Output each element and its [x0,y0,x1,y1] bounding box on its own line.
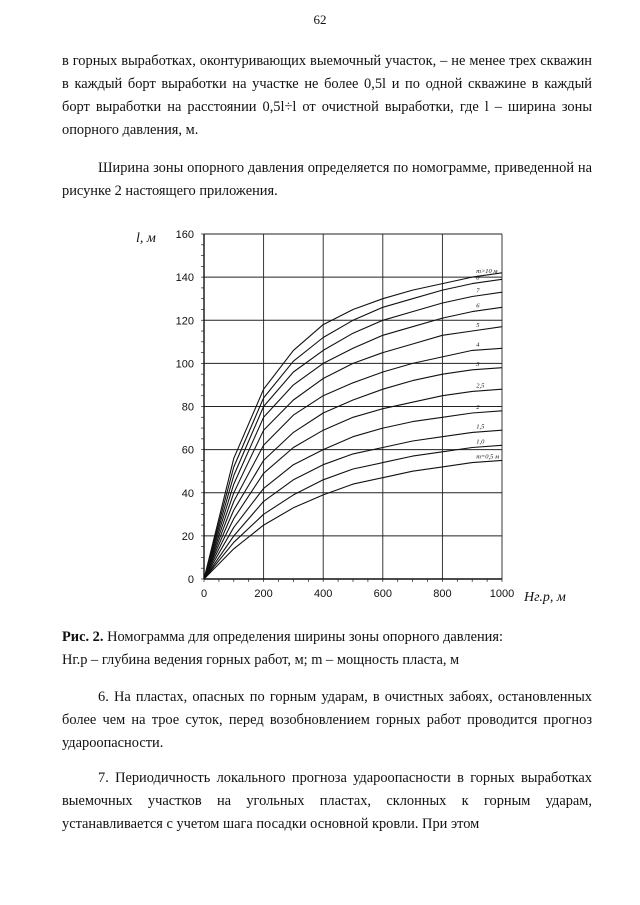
y-tick-label: 20 [181,530,194,543]
curve-label: 6 [476,302,480,310]
x-tick-label: 200 [254,588,273,600]
y-tick-label: 100 [175,358,194,371]
paragraph-1: в горных выработках, оконтуривающих выемочный участок, – не менее трех скважин в каждый борт выработки на участке не более 0,5l и по одной скважине в каждый борт выработки на расстоянии 0,5l÷l от очистной выработки, где l – ширина зоны опорного давления, м. [62,53,592,138]
curve-label: 8 [476,274,480,282]
nomogram-figure [120,222,590,612]
nomogram-chart [120,222,590,612]
curve-line [204,327,502,579]
curve-label: m=0,5 м [476,453,500,461]
curve-label: 5 [476,322,480,330]
y-tick-label: 140 [175,272,194,285]
x-tick-label: 1000 [489,588,515,600]
y-tick-label: 60 [181,444,194,457]
curve-label: 7 [476,287,480,295]
y-tick-label: 0 [187,574,194,586]
curve-label: 2,5 [476,382,485,390]
curve-line [204,430,502,579]
curve-line [204,411,502,579]
x-axis-label: Hг.р, м [524,590,566,605]
x-tick-label: 800 [433,588,452,600]
caption-text: Номограмма для определения ширины зоны опорного давления: [103,629,504,645]
x-tick-label: 400 [314,588,333,600]
curve-label: 3 [476,360,480,368]
paragraph-3: 6. На пластах, опасных по горным ударам, в очистных забоях, остановленных более чем на трое суток, перед возобновлением горных работ проводится прогноз удароопасности. [62,689,592,751]
curve-line [204,273,502,579]
curve-line [204,460,502,579]
caption-line-2: Hг.р – глубина ведения горных работ, м; m – мощность пласта, м [62,652,460,668]
y-tick-label: 80 [181,401,194,414]
figure-caption [62,626,592,672]
caption-lead: Рис. 2. [62,629,104,645]
x-tick-label: 0 [200,588,208,600]
curve-label: 1,5 [476,423,485,431]
y-tick-label: 40 [181,487,194,500]
curve-line [204,348,502,579]
curve-label: m>10 м [476,268,498,276]
x-tick-label: 600 [373,588,392,600]
paragraph-4: 7. Периодичность локального прогноза удароопасности в горных выработках выемочных участков на угольных пластах, склонных к горным ударам, устанавливается с учетом шага посадки основной кровли. При этом [62,770,592,832]
curve-label: 2 [476,403,480,411]
y-axis-label: l, м [136,231,156,246]
curve-label: 1,0 [476,438,485,446]
curve-line [204,445,502,579]
paragraph-2: Ширина зоны опорного давления определяется по номограмме, приведенной на рисунке 2 настоящего приложения. [62,160,592,199]
y-tick-label: 120 [175,315,194,328]
page-number: 62 [313,12,327,27]
y-tick-label: 160 [175,229,194,241]
curve-line [204,279,502,579]
curve-label: 4 [476,341,480,349]
curve-line [204,307,502,579]
